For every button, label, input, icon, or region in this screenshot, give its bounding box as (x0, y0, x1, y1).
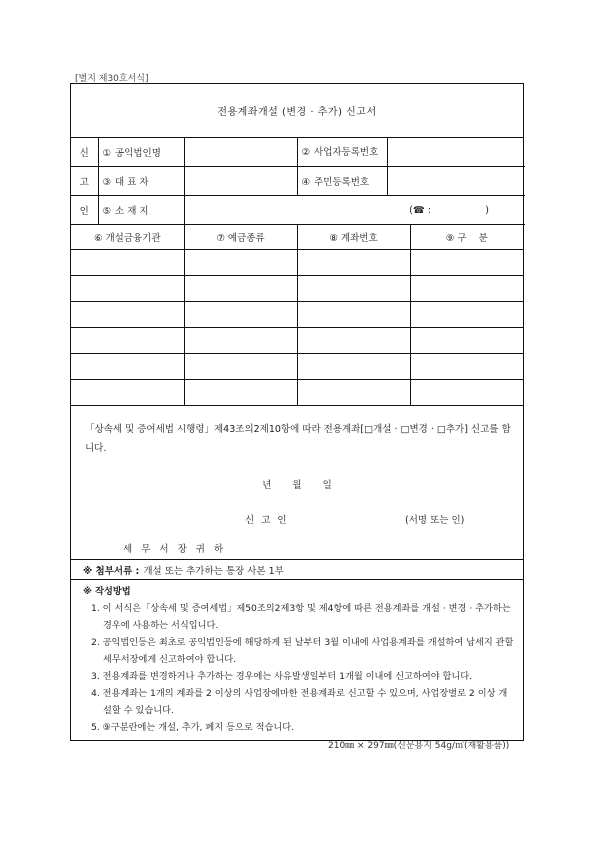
signer-label: 신 고 인 (245, 515, 289, 526)
col-header-category: ⑨ 구 분 (410, 225, 523, 250)
report-form (70, 83, 524, 741)
side-label-3: 인 (71, 196, 98, 225)
list-item: 5. ⑨구분란에는 개설, 추가, 폐지 등으로 적습니다. (91, 722, 295, 733)
cell-institution[interactable] (71, 380, 184, 406)
side-label-1: 신 (71, 138, 98, 167)
cell-category[interactable] (410, 302, 523, 328)
cell-account-no[interactable] (297, 354, 410, 380)
cell-category[interactable] (410, 276, 523, 302)
corp-name-field[interactable] (184, 138, 297, 167)
phone-field[interactable]: (☎ : ) (409, 204, 489, 216)
cell-deposit-type[interactable] (184, 328, 297, 354)
list-item: 1. 이 서식은「상속세 및 증여세법」제50조의2제3항 및 제4항에 따른 전용계좌를 개설 · 변경 · 추가하는 경우에 사용하는 서식입니다. (91, 603, 511, 631)
col-header-deposit-type: ⑦ 예금종류 (184, 225, 297, 250)
resident-no-field[interactable] (387, 167, 525, 196)
address-label: ⑤ 소 재 지 (98, 196, 184, 225)
declaration-section (71, 406, 523, 560)
address-field[interactable] (184, 196, 525, 225)
cell-institution[interactable] (71, 328, 184, 354)
cell-institution[interactable] (71, 302, 184, 328)
form-title: 전용계좌개설 (변경 · 추가) 신고서 (71, 84, 523, 138)
cell-category[interactable] (410, 328, 523, 354)
list-item: 2. 공익법인등은 최초로 공익법인등에 해당하게 된 날부터 3월 이내에 사업용계좌를 개설하여 납세지 관할 세무서장에게 신고하여야 합니다. (91, 637, 514, 665)
accounts-table (71, 225, 523, 406)
cell-institution[interactable] (71, 276, 184, 302)
declarant-table (71, 138, 525, 225)
attachment-label: ※ 첨부서류 : (83, 565, 140, 577)
instructions-section (71, 580, 523, 740)
biz-reg-no-field[interactable] (387, 138, 525, 167)
cell-account-no[interactable] (297, 380, 410, 406)
attachment-row (71, 560, 523, 580)
corp-name-label: ① 공익법인명 (98, 138, 184, 167)
representative-field[interactable] (184, 167, 297, 196)
cell-category[interactable] (410, 354, 523, 380)
representative-label: ③ 대 표 자 (98, 167, 184, 196)
form-label: [별지 제30호서식] (75, 74, 149, 84)
table-row (71, 354, 523, 380)
addressee: 세 무 서 장 귀 하 (123, 544, 227, 555)
table-row (71, 302, 523, 328)
cell-deposit-type[interactable] (184, 276, 297, 302)
date-field[interactable]: 년 월 일 (262, 480, 332, 491)
list-item: 3. 전용계좌를 변경하거나 추가하는 경우에는 사유발생일부터 1개월 이내에 신고하여야 합니다. (91, 671, 473, 682)
table-row (71, 380, 523, 406)
cell-deposit-type[interactable] (184, 302, 297, 328)
instructions-heading: ※ 작성방법 (83, 586, 131, 597)
side-label-2: 고 (71, 167, 98, 196)
cell-deposit-type[interactable] (184, 380, 297, 406)
cell-institution[interactable] (71, 354, 184, 380)
cell-account-no[interactable] (297, 328, 410, 354)
cell-category[interactable] (410, 250, 523, 276)
table-row (71, 276, 523, 302)
cell-deposit-type[interactable] (184, 354, 297, 380)
table-row (71, 250, 523, 276)
cell-institution[interactable] (71, 250, 184, 276)
resident-no-label: ④ 주민등록번호 (297, 167, 387, 196)
biz-reg-no-label: ② 사업자등록번호 (297, 138, 387, 167)
col-header-account-no: ⑧ 계좌번호 (297, 225, 410, 250)
paper-spec: 210㎜ × 297㎜(신문용지 54g/㎡(재활용품)) (328, 741, 510, 751)
cell-category[interactable] (410, 380, 523, 406)
list-item: 4. 전용계좌는 1개의 계좌를 2 이상의 사업장에마한 전용계좌로 신고할 수 있으며, 사업장별로 2 이상 개설할 수 있습니다. (91, 688, 508, 716)
cell-account-no[interactable] (297, 250, 410, 276)
cell-account-no[interactable] (297, 276, 410, 302)
cell-account-no[interactable] (297, 302, 410, 328)
col-header-institution: ⑥ 개설금융기관 (71, 225, 184, 250)
attachment-text: 개설 또는 추가하는 통장 사본 1부 (143, 565, 284, 577)
declaration-paragraph: 「상속세 및 증여세법 시행령」제43조의2제10항에 따라 전용계좌[□개설 · □변경 · □추가] 신고를 합니다. (85, 424, 511, 454)
cell-deposit-type[interactable] (184, 250, 297, 276)
table-row (71, 328, 523, 354)
signature-field[interactable]: (서명 또는 인) (405, 515, 465, 526)
